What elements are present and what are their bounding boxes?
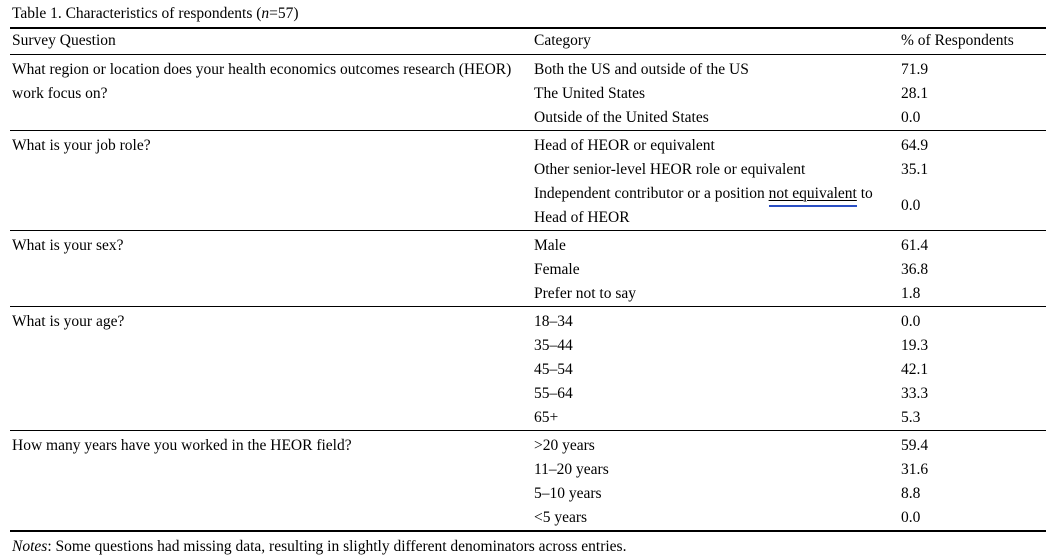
percent-value: 0.0 — [901, 197, 921, 214]
category-value: Other senior-level HEOR role or equivalent — [534, 161, 806, 178]
survey-question-text: What is your job role? — [12, 137, 151, 154]
percent-cell — [897, 231, 1046, 307]
table-header — [10, 28, 1046, 55]
category-value: Prefer not to say — [534, 285, 637, 302]
percent-value: 1.8 — [901, 285, 921, 302]
percent-value: 33.3 — [901, 385, 929, 402]
percent-cell — [897, 131, 1046, 231]
category-value: Head of HEOR or equivalent — [534, 137, 715, 154]
percent-value: 28.1 — [901, 85, 929, 102]
caption-italic-n: n — [261, 5, 270, 22]
percent-value: 0.0 — [901, 109, 921, 126]
table-notes — [10, 532, 1046, 557]
category-cell — [531, 231, 897, 307]
category-value: 18–34 — [534, 313, 573, 330]
survey-question-text: How many years have you worked in the HEOR field? — [12, 437, 352, 454]
percent-value: 64.9 — [901, 137, 929, 154]
category-value: 35–44 — [534, 337, 573, 354]
category-value: <5 years — [534, 509, 588, 526]
table-section-row — [10, 307, 1046, 431]
table-section-row — [10, 231, 1046, 307]
category-text-before: Independent contributor or a position — [534, 185, 769, 202]
category-cell — [531, 307, 897, 431]
category-value: Outside of the United States — [534, 109, 709, 126]
survey-question-cell — [10, 131, 531, 231]
category-value: Female — [534, 261, 580, 278]
characteristics-table — [10, 27, 1046, 530]
column-header-percent: % of Respondents — [897, 28, 1046, 55]
table-section-row — [10, 431, 1046, 531]
percent-value: 31.6 — [901, 461, 929, 478]
category-value: Male — [534, 237, 566, 254]
caption-prefix: Table 1. Characteristics of respondents ( — [12, 5, 262, 22]
column-header-question: Survey Question — [10, 28, 531, 55]
category-value: 55–64 — [534, 385, 573, 402]
percent-value: 5.3 — [901, 409, 921, 426]
category-value: The United States — [534, 85, 646, 102]
table-body — [10, 55, 1046, 531]
percent-value: 0.0 — [901, 313, 921, 330]
table-section-row — [10, 131, 1046, 231]
percent-value: 42.1 — [901, 361, 929, 378]
percent-cell — [897, 55, 1046, 131]
survey-question-cell — [10, 307, 531, 431]
survey-question-text: What is your age? — [12, 313, 125, 330]
percent-cell — [897, 431, 1046, 531]
percent-value: 36.8 — [901, 261, 929, 278]
caption-suffix: =57) — [269, 5, 299, 22]
category-value — [534, 182, 889, 230]
category-value: 11–20 years — [534, 461, 609, 478]
percent-value: 61.4 — [901, 237, 929, 254]
percent-value: 19.3 — [901, 337, 929, 354]
table-section-row — [10, 55, 1046, 131]
category-cell — [531, 55, 897, 131]
notes-text: : Some questions had missing data, resulting in slightly different denominators across entries. — [47, 538, 627, 555]
survey-question-cell — [10, 431, 531, 531]
survey-question-cell — [10, 55, 531, 131]
column-header-category: Category — [531, 28, 897, 55]
category-value: Both the US and outside of the US — [534, 61, 749, 78]
percent-value: 0.0 — [901, 509, 921, 526]
table-caption — [10, 0, 1046, 27]
percent-value: 71.9 — [901, 61, 929, 78]
category-value: >20 years — [534, 437, 595, 454]
survey-question-cell — [10, 231, 531, 307]
category-cell — [531, 131, 897, 231]
percent-value: 8.8 — [901, 485, 921, 502]
survey-question-text: What is your sex? — [12, 237, 124, 254]
percent-value: 35.1 — [901, 161, 929, 178]
percent-value: 59.4 — [901, 437, 929, 454]
category-text-after: to Head of HEOR — [534, 185, 873, 226]
category-text-underlined: not equivalent — [768, 185, 857, 202]
category-value: 45–54 — [534, 361, 573, 378]
category-value: 5–10 years — [534, 485, 602, 502]
header-row — [10, 28, 1046, 55]
category-cell — [531, 431, 897, 531]
survey-question-text: What region or location does your health economics outcomes research (HEOR) work focus on? — [12, 61, 512, 102]
notes-label: Notes — [12, 538, 48, 555]
percent-cell — [897, 307, 1046, 431]
category-value: 65+ — [534, 409, 559, 426]
